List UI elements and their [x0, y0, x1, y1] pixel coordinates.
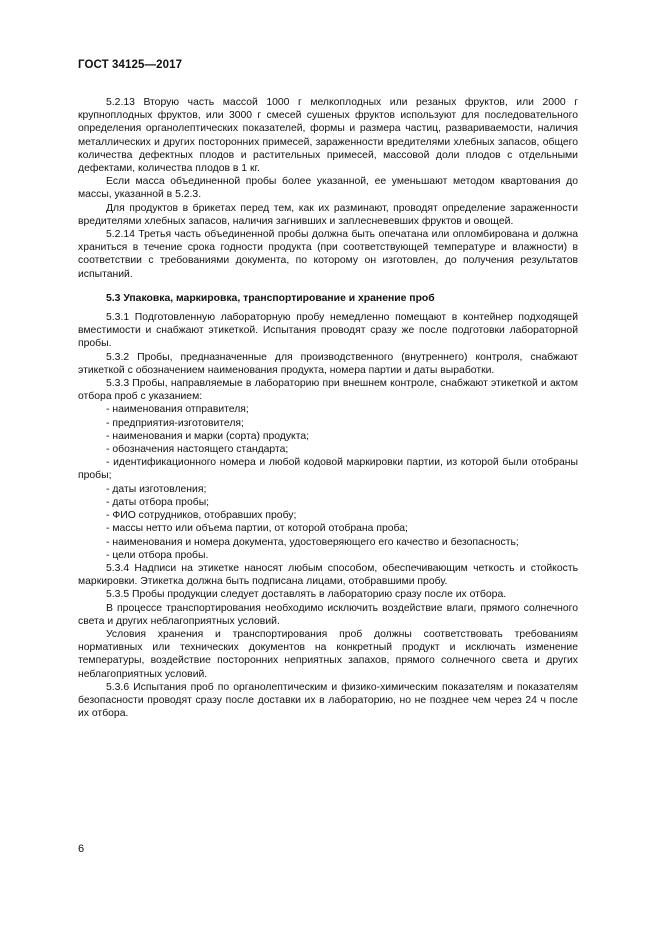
- paragraph-storage-conditions: Условия хранения и транспортирования проб должны соответствовать требованиям нормативных или технических документов на конкретный продукт и исключать изменение температуры, воздействие посторонних неприятных запахов, прямого солнечного света и других неблагоприятных условий.: [78, 628, 578, 680]
- list-item: - наименования и номера документа, удостоверяющего его качество и безопасность;: [106, 536, 519, 548]
- list-item: - даты изготовления;: [106, 483, 207, 495]
- paragraph-5-2-13: 5.2.13 Вторую часть массой 1000 г мелкоплодных или резаных фруктов, или 2000 г крупноплодных фруктов, или 3000 г смесей сушеных фруктов используют для последовательного определения органолептических показателей, формы и размера частиц, развариваемости, наличия металлических и других посторонних примесей, зараженности вредителями хлебных запасов, общего количества дефектных плодов и растительных примесей, массовой доли плодов с отдельными дефектами, количества плодов в 1 кг.: [78, 97, 578, 175]
- paragraph-transport: В процессе транспортирования необходимо исключить воздействие влаги, прямого солнечного света и других неблагоприятных условий.: [78, 602, 578, 627]
- document-header: ГОСТ 34125—2017: [78, 59, 183, 71]
- document-body: [78, 96, 578, 720]
- list-item: - ФИО сотрудников, отобравших пробу;: [106, 510, 297, 522]
- paragraph-5-2-14: 5.2.14 Третья часть объединенной пробы должна быть опечатана или опломбирована и должна храниться в течение срока годности продукта (при соответствующей температуре и влажности) в соответствии с требованиями документа, по которому он изготовлен, до получения результатов испытаний.: [78, 229, 578, 280]
- list-item: - массы нетто или объема партии, от которой отобрана проба;: [106, 523, 408, 535]
- paragraph-5-3-4: 5.3.4 Надписи на этикетке наносят любым способом, обеспечивающим четкость и стойкость маркировки. Этикетка должна быть подписана лицами, отобравшими пробу.: [78, 562, 578, 588]
- list-item: - обозначения настоящего стандарта;: [106, 444, 289, 456]
- paragraph-briquettes: Для продуктов в брикетах перед тем, как их разминают, проводят определение зараженности вредителями хлебных запасов, наличия загнивших и заплесневевших фруктов и овощей.: [78, 202, 578, 227]
- list-item: - наименования и марки (сорта) продукта;: [106, 430, 310, 442]
- paragraph-5-3-6: 5.3.6 Испытания проб по органолептическим и физико-химическим показателям и показателям безопасности проводят сразу после доставки их в лабораторию, но не позднее чем через 24 ч после их отбора.: [78, 681, 578, 720]
- page-number: 6: [78, 843, 85, 855]
- list-item: - цели отбора пробы.: [106, 549, 209, 561]
- paragraph-5-3-3: 5.3.3 Пробы, направляемые в лабораторию при внешнем контроле, снабжают этикеткой и актом отбора проб с указанием:: [78, 378, 578, 403]
- paragraph-mass-reduction: Если масса объединенной пробы более указанной, ее уменьшают методом квартования до массы, указанной в 5.2.3.: [78, 176, 578, 201]
- list-item: - предприятия-изготовителя;: [106, 417, 244, 429]
- list-item: - идентификационного номера и любой кодовой маркировки партии, из которой были отобраны пробы;: [78, 457, 578, 482]
- list-item: - даты отбора пробы;: [106, 496, 210, 508]
- list-item: - наименования отправителя;: [106, 404, 249, 416]
- paragraph-5-3-1: 5.3.1 Подготовленную лабораторную пробу немедленно помещают в контейнер подходящей вместимости и снабжают этикеткой. Испытания проводят сразу же после подготовки лабораторной пробы.: [78, 312, 578, 350]
- paragraph-5-3-2: 5.3.2 Пробы, предназначенные для производственного (внутреннего) контроля, снабжают этикеткой с обозначением наименования продукта, номера партии и даты выработки.: [78, 351, 578, 376]
- paragraph-5-3-5: 5.3.5 Пробы продукции следует доставлять в лабораторию сразу после их отбора.: [106, 589, 507, 601]
- section-title-5-3: 5.3 Упаковка, маркировка, транспортирование и хранение проб: [106, 292, 435, 304]
